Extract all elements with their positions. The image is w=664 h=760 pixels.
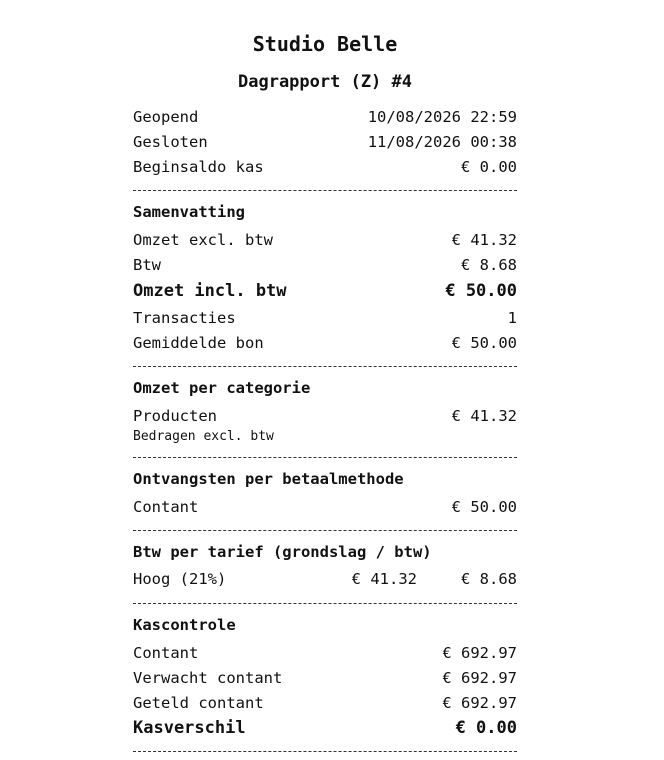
vat-rate-amount: € 8.68 <box>461 570 517 588</box>
closed-row <box>133 132 517 152</box>
closed-value: 11/08/2026 00:38 <box>367 133 517 151</box>
cash-label: Contant <box>133 644 199 662</box>
cash-difference-label: Kasverschil <box>133 718 246 738</box>
cash-control-heading: Kascontrole <box>133 616 236 634</box>
separator <box>133 457 517 458</box>
payments-heading: Ontvangsten per betaalmethode <box>133 470 404 488</box>
closed-label: Gesloten <box>133 133 208 151</box>
cash-row <box>133 643 517 663</box>
transactions-row <box>133 308 517 328</box>
opened-value: 10/08/2026 22:59 <box>367 108 517 126</box>
category-heading: Omzet per categorie <box>133 379 311 397</box>
payment-row <box>133 497 517 517</box>
vat-value: € 8.68 <box>461 256 517 274</box>
transactions-value: 1 <box>507 309 517 327</box>
category-value: € 41.32 <box>451 407 517 425</box>
payment-label: Contant <box>133 498 199 516</box>
avg-ticket-value: € 50.00 <box>451 334 517 352</box>
opening-balance-value: € 0.00 <box>461 158 517 176</box>
vat-row <box>133 255 517 275</box>
separator <box>133 603 517 604</box>
category-label: Producten <box>133 407 217 425</box>
separator <box>133 530 517 531</box>
counted-cash-value: € 692.97 <box>442 694 517 712</box>
category-row <box>133 406 517 426</box>
revenue-excl-row <box>133 230 517 250</box>
vat-rate-label: Hoog (21%) <box>133 570 227 588</box>
revenue-incl-row <box>133 280 517 302</box>
separator <box>133 751 517 752</box>
counted-cash-label: Geteld contant <box>133 694 264 712</box>
transactions-label: Transacties <box>133 309 236 327</box>
vat-label: Btw <box>133 256 161 274</box>
payment-value: € 50.00 <box>451 498 517 516</box>
expected-cash-value: € 692.97 <box>442 669 517 687</box>
expected-cash-label: Verwacht contant <box>133 669 283 687</box>
revenue-incl-value: € 50.00 <box>445 281 517 301</box>
separator <box>133 190 517 191</box>
cash-difference-row <box>133 717 517 739</box>
summary-heading: Samenvatting <box>133 203 245 221</box>
separator <box>133 366 517 367</box>
category-note: Bedragen excl. btw <box>133 429 274 444</box>
cash-difference-value: € 0.00 <box>455 718 517 738</box>
avg-ticket-row <box>133 333 517 353</box>
vat-rate-row <box>133 569 517 589</box>
opening-balance-label: Beginsaldo kas <box>133 158 264 176</box>
avg-ticket-label: Gemiddelde bon <box>133 334 264 352</box>
opened-label: Geopend <box>133 108 199 126</box>
shop-name: Studio Belle <box>252 32 398 56</box>
opening-balance-row <box>133 157 517 177</box>
revenue-excl-label: Omzet excl. btw <box>133 231 273 249</box>
revenue-excl-value: € 41.32 <box>451 231 517 249</box>
vat-rate-base: € 41.32 <box>351 570 417 588</box>
opened-row <box>133 107 517 127</box>
vat-rates-heading: Btw per tarief (grondslag / btw) <box>133 543 432 561</box>
cash-value: € 692.97 <box>442 644 517 662</box>
counted-cash-row <box>133 693 517 713</box>
report-title: Dagrapport (Z) #4 <box>238 72 412 92</box>
revenue-incl-label: Omzet incl. btw <box>133 281 287 301</box>
expected-cash-row <box>133 668 517 688</box>
